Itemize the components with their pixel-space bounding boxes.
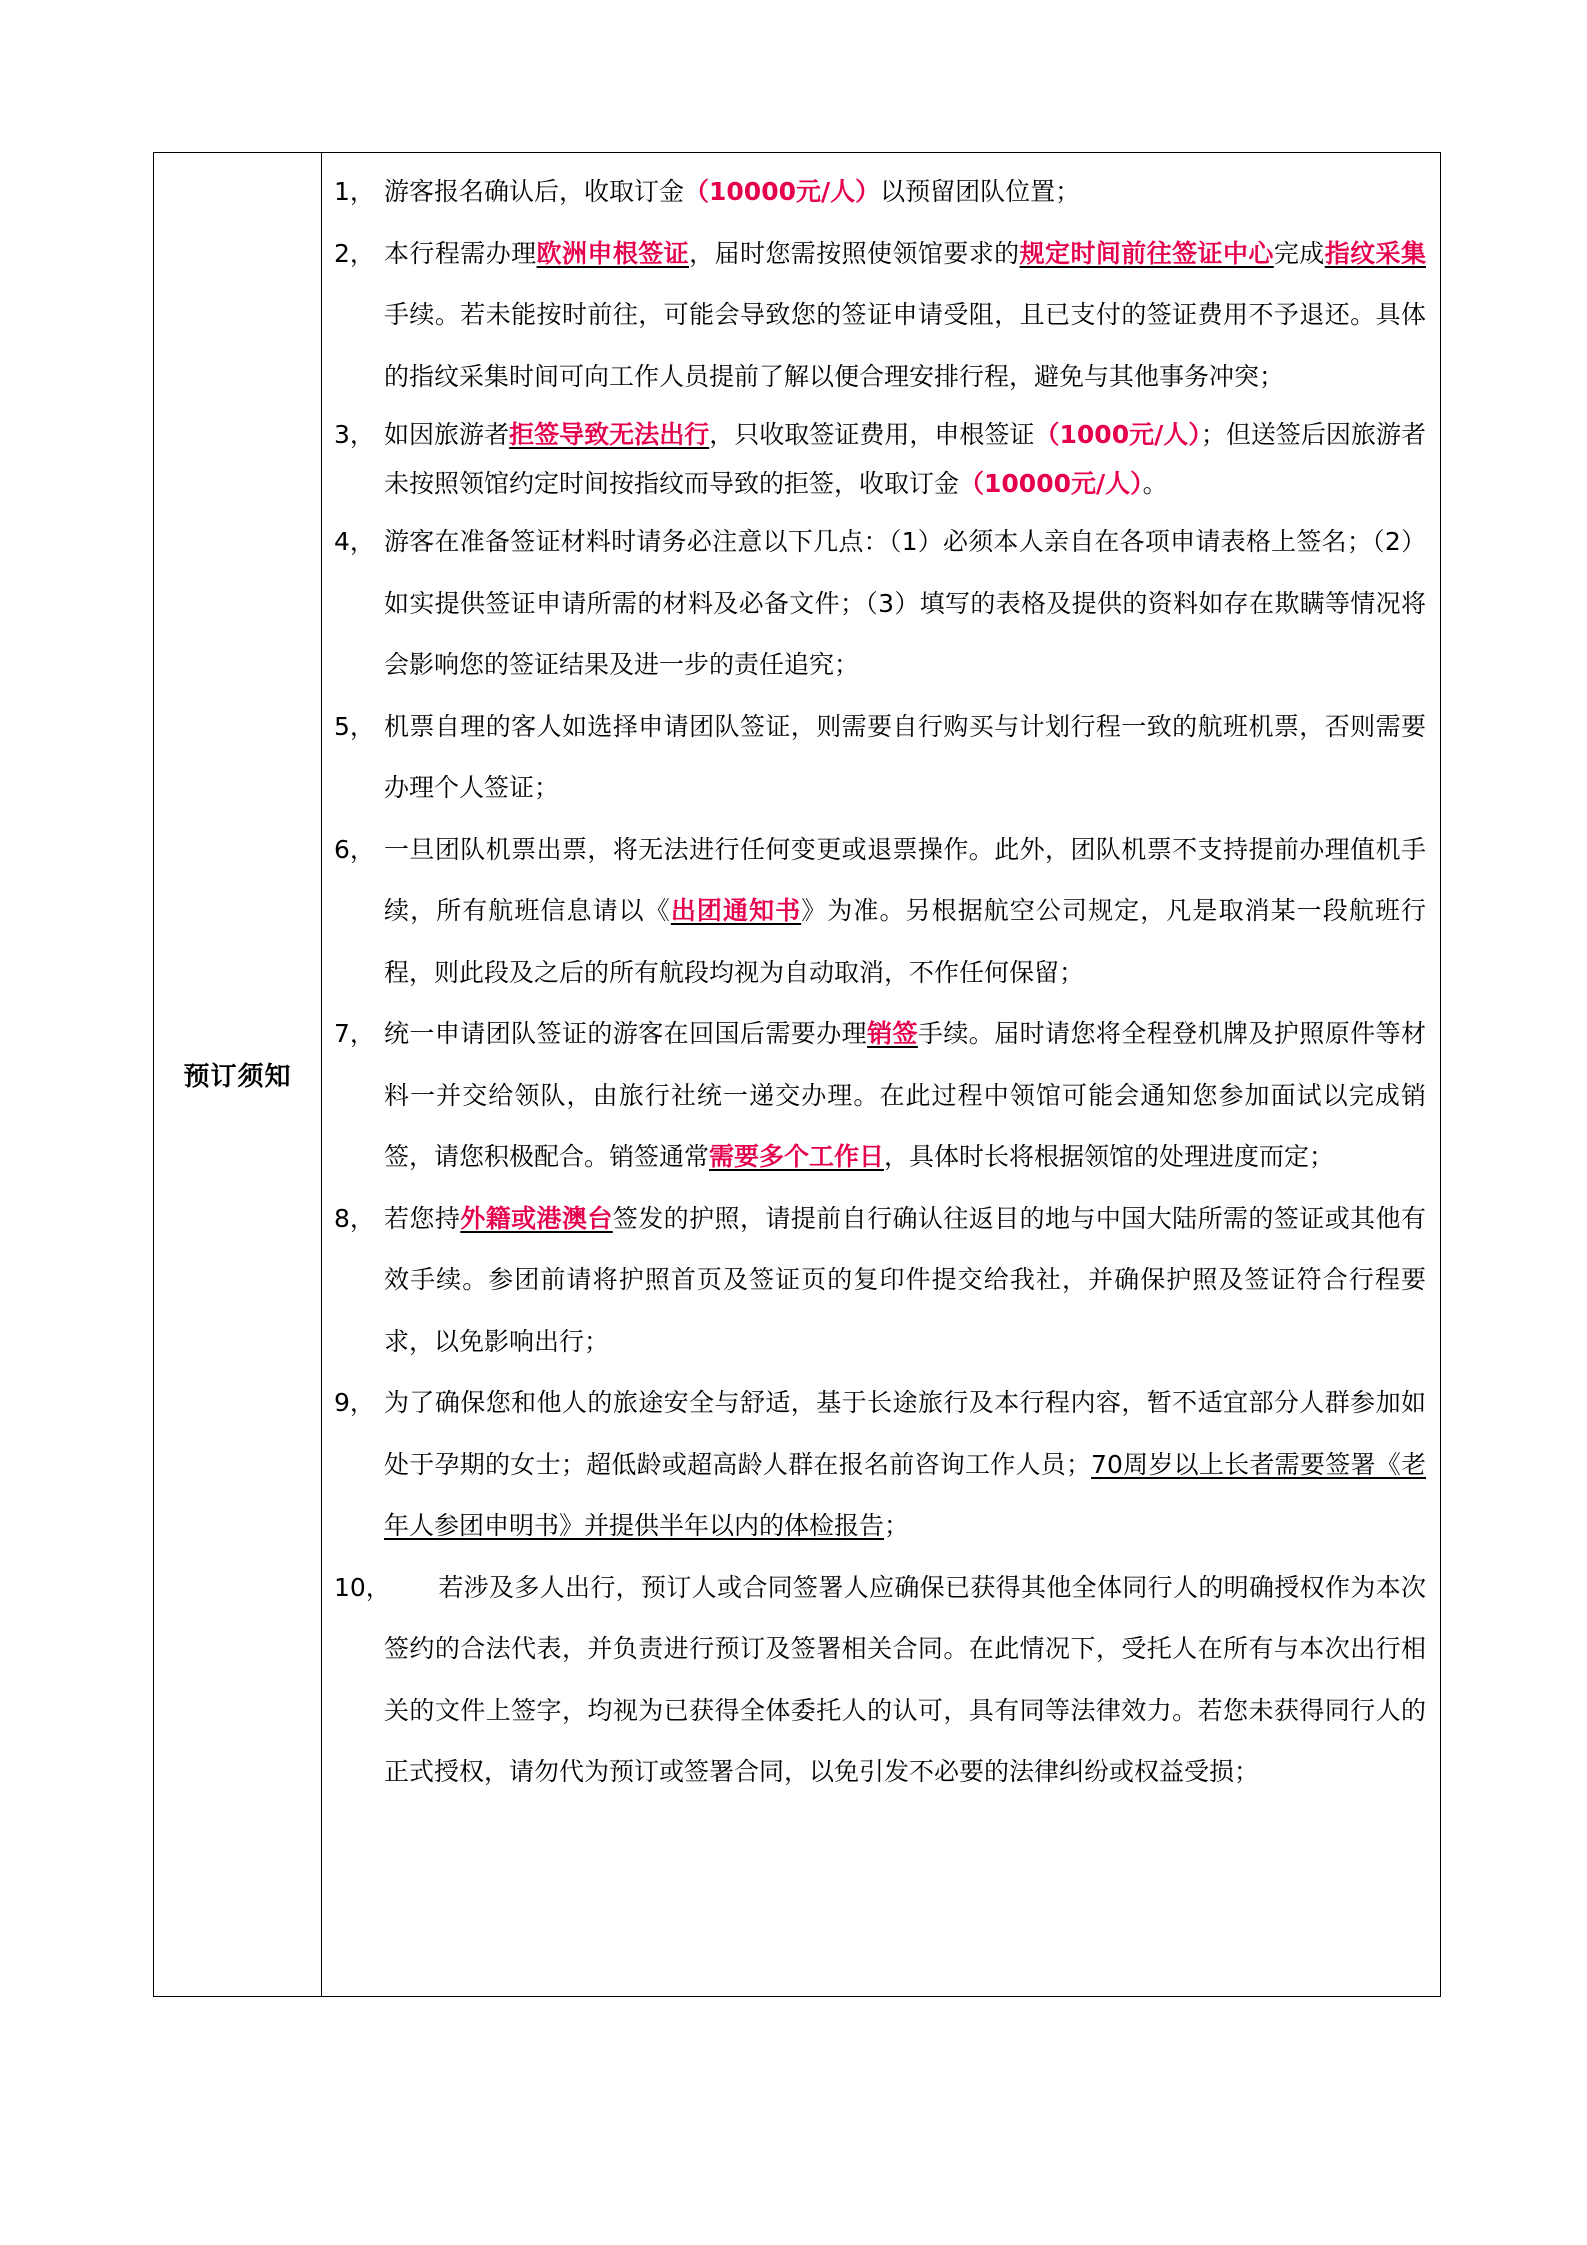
text-segment: 一旦团队机票出票，将无法进行任何变更或退票操作。此外，团队机票不支持提前办理值机手续，所有航班信息请以《 xyxy=(384,834,1426,925)
text-segment: 游客报名确认后，收取订金 xyxy=(384,177,685,206)
text-segment: 。 xyxy=(1142,469,1168,498)
notice-item-number: 1， xyxy=(334,177,375,206)
notice-item xyxy=(322,511,1426,696)
text-segment: 本行程需办理 xyxy=(384,238,537,268)
notice-item xyxy=(322,161,1426,223)
notice-item-text xyxy=(384,1003,1426,1188)
notice-item-text xyxy=(384,511,1426,696)
highlighted-term: 规定时间前往签证中心 xyxy=(1019,238,1274,268)
highlighted-term: 需要多个工作日 xyxy=(709,1142,885,1171)
notice-list xyxy=(322,153,1440,1996)
notice-item xyxy=(322,819,1426,1004)
notice-item-text xyxy=(384,223,1426,408)
fee-amount: （10000元/人） xyxy=(684,177,881,206)
fee-amount: （1000元/人） xyxy=(1034,420,1201,449)
text-segment: 完成 xyxy=(1273,238,1325,268)
highlighted-term: 外籍或港澳台 xyxy=(460,1203,613,1233)
text-segment: 为了确保您和他人的旅途安全与舒适，基于长途旅行及本行程内容，暂不适宜部分人群参加如处于孕期的女士；超低龄或超高龄人群在报名前咨询工作人员； xyxy=(384,1388,1426,1479)
text-segment: 以预留团队位置； xyxy=(880,177,1081,206)
section-label: 预订须知 xyxy=(154,153,322,1996)
highlighted-term: 拒签导致无法出行 xyxy=(509,420,710,449)
notice-item-number: 7， xyxy=(334,1019,375,1048)
text-segment: 》为准。另根据航空公司规定，凡是取消某一段航班行程，则此段及之后的所有航段均视为自动取消，不作任何保留； xyxy=(384,896,1426,987)
text-segment: 游客在准备签证材料时请务必注意以下几点：（1）必须本人亲自在各项申请表格上签名；（2）如实提供签证申请所需的材料及必备文件；（3）填写的表格及提供的资料如存在欺瞒等情况将会影响您的签证结果及进一步的责任追究； xyxy=(384,527,1426,679)
notice-item-number: 5， xyxy=(334,711,375,741)
highlighted-term: 指纹采集 xyxy=(1324,238,1426,268)
notice-item-number: 2， xyxy=(334,238,375,268)
notice-item xyxy=(322,1188,1426,1373)
notice-item xyxy=(322,407,1426,511)
text-segment: ，只收取签证费用，申根签证 xyxy=(709,420,1035,449)
highlighted-term: 出团通知书 xyxy=(670,896,802,925)
text-segment: ；但送签后因旅游者未按照领馆约定时间按指纹而导致的拒签，收取订金 xyxy=(384,420,1426,498)
text-segment: ，届时您需按照使领馆要求的 xyxy=(689,238,1020,268)
notice-item xyxy=(322,223,1426,408)
notice-item-number: 9， xyxy=(334,1388,375,1417)
notice-item-number: 4， xyxy=(334,527,375,556)
highlighted-term: 欧洲申根签证 xyxy=(536,238,690,268)
text-segment: 若您持 xyxy=(384,1203,461,1233)
text-segment: ； xyxy=(884,1511,910,1540)
text-segment: 签发的护照，请提前自行确认往返目的地与中国大陆所需的签证或其他有效手续。参团前请将护照首页及签证页的复印件提交给我社，并确保护照及签证符合行程要求，以免影响出行； xyxy=(384,1203,1426,1356)
text-segment: 手续。届时请您将全程登机牌及护照原件等材料一并交给领队，由旅行社统一递交办理。在此过程中领馆可能会通知您参加面试以完成销签，请您积极配合。销签通常 xyxy=(384,1019,1426,1171)
notice-item-text xyxy=(384,1188,1426,1373)
notice-item xyxy=(322,1557,1426,1803)
notice-item-number: 8， xyxy=(334,1203,375,1233)
text-segment: 机票自理的客人如选择申请团队签证，则需要自行购买与计划行程一致的航班机票，否则需要办理个人签证； xyxy=(384,711,1426,802)
fee-amount: （10000元/人） xyxy=(959,469,1143,498)
notice-item-text xyxy=(384,161,1426,223)
notice-item-text xyxy=(384,1557,1426,1803)
notice-item-text xyxy=(384,696,1426,819)
notice-item-number: 3， xyxy=(334,420,375,449)
text-segment: 手续。若未能按时前往，可能会导致您的签证申请受阻，且已支付的签证费用不予退还。具体的指纹采集时间可向工作人员提前了解以便合理安排行程，避免与其他事务冲突； xyxy=(384,300,1426,391)
underlined-note: 70周岁以上长者需要签署《老年人参团申明书》并提供半年以内的体检报告 xyxy=(384,1449,1426,1540)
text-segment: 统一申请团队签证的游客在回国后需要办理 xyxy=(384,1019,868,1048)
notice-item-text xyxy=(384,1372,1426,1557)
text-segment: 若涉及多人出行，预订人或合同签署人应确保已获得其他全体同行人的明确授权作为本次签约的合法代表，并负责进行预订及签署相关合同。在此情况下，受托人在所有与本次出行相关的文件上签字，均视为已获得全体委托人的认可，具有同等法律效力。若您未获得同行人的正式授权，请勿代为预订或签署合同，以免引发不必要的法律纠纷或权益受损； xyxy=(384,1572,1426,1786)
notice-item-text xyxy=(384,407,1426,511)
notice-item xyxy=(322,696,1426,819)
highlighted-term: 销签 xyxy=(867,1019,918,1048)
notice-item xyxy=(322,1372,1426,1557)
notice-item-number: 6， xyxy=(334,834,375,864)
text-segment: ，具体时长将根据领馆的处理进度而定； xyxy=(884,1142,1335,1171)
text-segment: 如因旅游者 xyxy=(384,420,510,449)
notice-item-text xyxy=(384,819,1426,1004)
notice-item xyxy=(322,1003,1426,1188)
booking-notice-table xyxy=(153,152,1441,1997)
notice-item-number: 10， xyxy=(334,1572,391,1602)
